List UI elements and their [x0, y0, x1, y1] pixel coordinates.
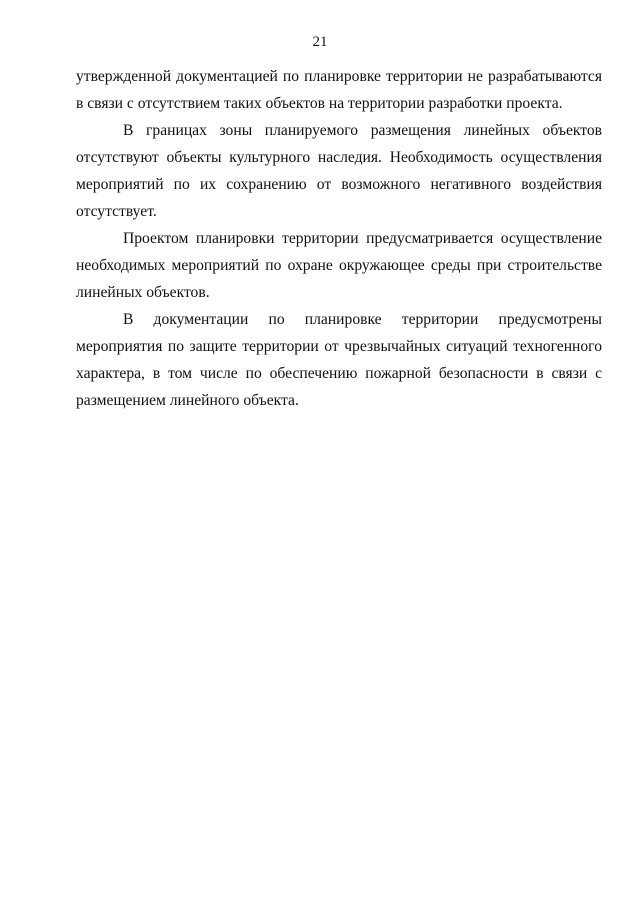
paragraph-environment-protection: Проектом планировки территории предусматривается осуществление необходимых мероприятий по охране окружающее среды при строительстве линейных объектов. [76, 230, 602, 301]
paragraph-emergency-protection: В документации по планировке территории предусмотрены мероприятия по защите территории от чрезвычайных ситуаций техногенного характера, в том числе по обеспечению пожарной безопасности в связи с размещением линейного объекта. [76, 311, 602, 409]
page-number: 21 [312, 34, 328, 50]
document-body [76, 63, 602, 414]
paragraph-cultural-heritage: В границах зоны планируемого размещения линейных объектов отсутствуют объекты культурного наследия. Необходимость осуществления мероприятий по их сохранению от возможного негативного воздействия отсутствует. [76, 122, 602, 220]
paragraph-continuation: утвержденной документацией по планировке территории не разрабатываются в связи с отсутствием таких объектов на территории разработки проекта. [76, 68, 602, 112]
